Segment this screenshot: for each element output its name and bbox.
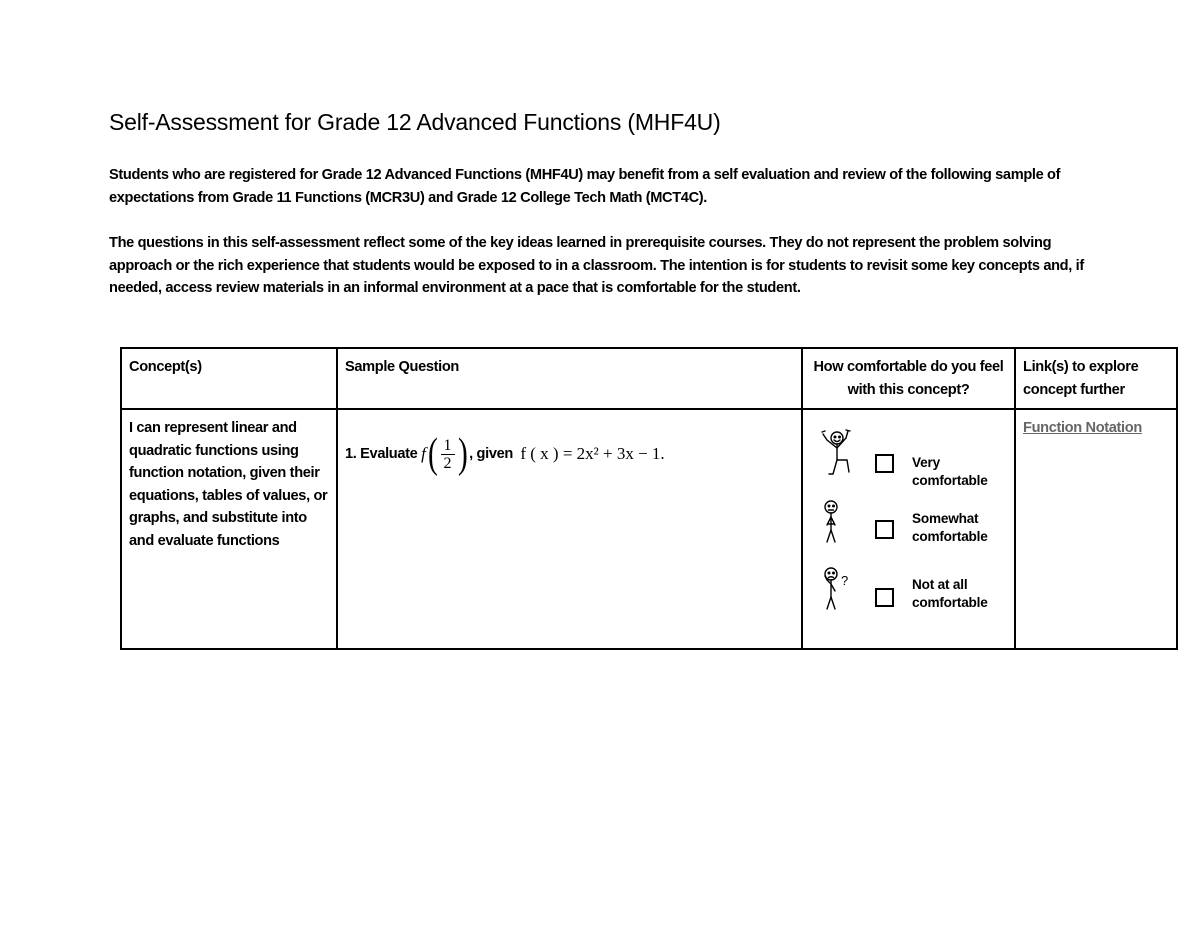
header-links: Link(s) to explore concept further [1015,348,1177,409]
close-paren: ) [457,431,468,477]
happy-stick-figure-icon [819,428,859,482]
open-paren: ( [427,431,438,477]
rating-label-line2: comfortable [912,529,988,544]
question-line [345,433,794,475]
rating-label-line1: Not at all [912,577,968,592]
header-comfort: How comfortable do you feel with this concept? [802,348,1015,409]
rating-label-line2: comfortable [912,473,988,488]
not-at-all-comfortable-checkbox[interactable] [875,588,894,607]
fraction-numerator: 1 [443,436,452,454]
rating-not-at-all-comfortable[interactable] [819,563,1009,611]
not-at-all-comfortable-label [912,576,988,612]
function-equation: f ( x ) = 2x² + 3x − 1. [520,443,665,463]
svg-text:?: ? [841,573,848,588]
somewhat-comfortable-label [912,510,988,546]
fraction-denominator: 2 [443,454,452,472]
rating-somewhat-comfortable[interactable] [819,498,1009,546]
question-given: , given [469,445,513,462]
rating-label-line1: Very [912,455,940,470]
function-notation-link[interactable]: Function Notation [1023,420,1142,436]
question-cell [337,409,802,649]
rating-label-line1: Somewhat [912,511,979,526]
rating-very-comfortable[interactable] [819,428,1009,488]
comfort-cell [802,409,1015,649]
header-sample-question: Sample Question [337,348,802,409]
self-assessment-table [120,347,1178,650]
header-concept: Concept(s) [121,348,337,409]
question-prefix: 1. Evaluate [345,445,418,462]
fraction [441,437,455,472]
table-header-row [121,348,1177,409]
purpose-paragraph: The questions in this self-assessment reflect some of the key ideas learned in prerequisite courses. They do not represent the problem solving approach or the rich experience that students would be exposed to in a classroom. The intention is for students to revisit some key concepts and, if needed, access review materials in an informal environment at a pace that is comfortable for the student. [109,235,1084,296]
links-cell [1015,409,1177,649]
neutral-stick-figure-icon [819,498,859,552]
intro-paragraph: Students who are registered for Grade 12 Advanced Functions (MHF4U) may benefit from a self evaluation and review of the following sample of expectations from Grade 11 Functions (MCR3U) and Grade 12 College Tech Math (MCT4C). [109,167,1061,206]
very-comfortable-label [912,454,988,490]
somewhat-comfortable-checkbox[interactable] [875,520,894,539]
function-symbol: f [421,443,426,463]
rating-label-line2: comfortable [912,595,988,610]
very-comfortable-checkbox[interactable] [875,454,894,473]
page-title: Self-Assessment for Grade 12 Advanced Functions (MHF4U) [109,109,721,135]
table-row [121,409,1177,649]
confused-stick-figure-icon [819,563,859,617]
concept-cell: I can represent linear and quadratic functions using function notation, given their equations, tables of values, or graphs, and substitute into and evaluate functions [121,409,337,649]
